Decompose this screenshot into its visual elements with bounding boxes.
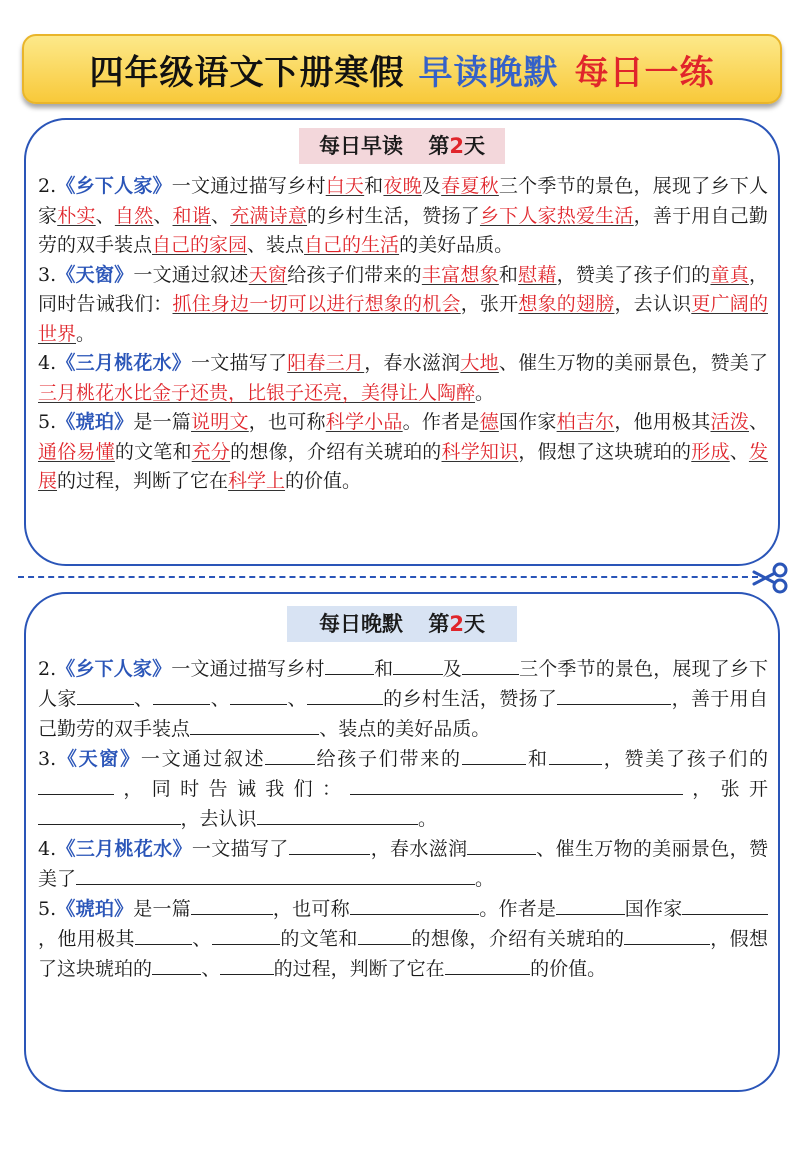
body-text: ，去认识 bbox=[614, 293, 692, 315]
answer-text: 科学上 bbox=[228, 470, 286, 492]
answer-text: 夜晚 bbox=[383, 175, 422, 197]
body-text: 一文描写了 bbox=[191, 838, 289, 860]
answer-text: 通俗易懂 bbox=[38, 440, 115, 463]
evening-day-number: 2 bbox=[449, 612, 464, 636]
body-text: 和 bbox=[364, 175, 384, 197]
body-text: 、催生万物的美丽景色，赞美了 bbox=[498, 352, 768, 374]
answer-text: 活泼 bbox=[710, 411, 749, 433]
body-text: ，赞美了孩子们的 bbox=[556, 263, 711, 286]
answer-blank[interactable] bbox=[549, 746, 602, 765]
body-text: 的过程，判断了它在 bbox=[273, 958, 445, 980]
body-text: 。 bbox=[76, 322, 96, 345]
body-text: 的过程，判断了它在 bbox=[57, 470, 229, 492]
body-text: 、 bbox=[133, 688, 154, 710]
body-text: 一文通过叙述 bbox=[133, 263, 249, 286]
body-text: 三个季节的景色，展现了乡下人家 bbox=[38, 175, 768, 227]
answer-blank[interactable] bbox=[624, 926, 710, 945]
body-text: 和 bbox=[373, 658, 394, 680]
answer-blank[interactable] bbox=[153, 686, 210, 705]
body-text: 一文通过描写乡村 bbox=[171, 175, 326, 197]
body-text: 、装点的美好品质。 bbox=[319, 718, 491, 740]
answer-text: 柏吉尔 bbox=[556, 411, 615, 433]
answer-blank[interactable] bbox=[230, 686, 287, 705]
body-text: 的文笔和 bbox=[114, 440, 192, 463]
answer-blank[interactable] bbox=[393, 656, 442, 675]
body-text: 的想像，介绍有关琥珀的 bbox=[410, 928, 625, 950]
lesson-title: 《乡下人家》 bbox=[56, 658, 172, 680]
morning-day-suffix: 天 bbox=[463, 134, 485, 158]
answer-blank[interactable] bbox=[38, 776, 114, 795]
body-text: 、 bbox=[287, 688, 307, 710]
body-text: ，善于用自己勤劳的双手装点 bbox=[38, 204, 768, 256]
body-text: 、 bbox=[729, 440, 749, 463]
body-text: 、 bbox=[201, 958, 221, 980]
morning-day-number: 2 bbox=[449, 134, 464, 158]
body-text: 和 bbox=[526, 748, 549, 770]
evening-item-2 bbox=[38, 654, 768, 744]
body-text: ，也可称 bbox=[272, 898, 350, 920]
answer-blank[interactable] bbox=[77, 686, 134, 705]
morning-item-5 bbox=[38, 408, 768, 497]
answer-blank[interactable] bbox=[152, 956, 201, 975]
answer-text: 童真 bbox=[710, 263, 749, 286]
answer-text: 说明文 bbox=[191, 411, 249, 433]
evening-dictation-panel bbox=[24, 592, 780, 1092]
banner-title: 四年级语文下册寒假 bbox=[89, 52, 405, 93]
answer-text: 大地 bbox=[460, 352, 499, 374]
header-banner bbox=[22, 34, 782, 104]
body-text: 国作家 bbox=[624, 898, 683, 920]
answer-blank[interactable] bbox=[212, 926, 280, 945]
morning-item-3 bbox=[38, 261, 768, 350]
evening-title-text: 每日晚默 bbox=[319, 612, 404, 636]
answer-text: 德 bbox=[479, 411, 499, 433]
body-text: 的价值。 bbox=[530, 958, 607, 980]
cut-line bbox=[18, 576, 758, 578]
body-text: ，他用极其 bbox=[38, 928, 135, 950]
answer-text: 自己的家园 bbox=[152, 234, 248, 256]
body-text: 一文描写了 bbox=[191, 352, 288, 374]
body-text: 、 bbox=[748, 411, 768, 433]
answer-text: 科学小品 bbox=[325, 411, 403, 433]
answer-text: 乡下人家热爱生活 bbox=[479, 204, 634, 227]
body-text: 。 bbox=[475, 868, 495, 890]
body-text: 及 bbox=[442, 658, 462, 680]
body-text: ，赞美了孩子们的 bbox=[602, 748, 768, 770]
body-text: 给孩子们带来的 bbox=[287, 263, 422, 286]
answer-text: 发展 bbox=[38, 440, 768, 492]
body-text: 、装点 bbox=[247, 234, 305, 256]
body-text: 、 bbox=[210, 204, 231, 227]
body-text: 的乡村生活，赞扬了 bbox=[307, 204, 480, 227]
body-text: 的美好品质。 bbox=[399, 234, 514, 256]
body-text: 是一篇 bbox=[133, 411, 192, 433]
body-text: 5. bbox=[38, 411, 57, 433]
answer-blank[interactable] bbox=[289, 836, 371, 855]
answer-blank[interactable] bbox=[220, 956, 273, 975]
lesson-title: 《天窗》 bbox=[56, 748, 141, 770]
body-text: 的价值。 bbox=[285, 470, 362, 492]
body-text: 及 bbox=[421, 175, 442, 197]
answer-blank[interactable] bbox=[265, 746, 314, 765]
evening-panel-title bbox=[287, 606, 517, 642]
body-text: 、 bbox=[191, 928, 212, 950]
answer-text: 阳春三月 bbox=[287, 352, 365, 374]
body-text: 4. bbox=[38, 352, 57, 374]
answer-blank[interactable] bbox=[556, 896, 624, 915]
body-text: 4. bbox=[38, 838, 57, 860]
body-text: 。 bbox=[475, 381, 495, 404]
answer-blank[interactable] bbox=[191, 896, 273, 915]
body-text: 、 bbox=[95, 204, 115, 227]
body-text: 一文通过描写乡村 bbox=[171, 658, 325, 680]
answer-text: 更广阔的世界 bbox=[38, 293, 768, 345]
scissors-icon bbox=[750, 562, 790, 594]
answer-text: 自然 bbox=[114, 204, 154, 227]
answer-text: 科学知识 bbox=[441, 440, 519, 463]
lesson-title: 《天窗》 bbox=[56, 263, 134, 286]
answer-blank[interactable] bbox=[350, 896, 479, 915]
answer-blank[interactable] bbox=[467, 836, 535, 855]
answer-blank[interactable] bbox=[350, 776, 683, 795]
lesson-title: 《乡下人家》 bbox=[56, 175, 172, 197]
evening-content bbox=[38, 654, 768, 984]
answer-blank[interactable] bbox=[135, 926, 192, 945]
body-text: ，假想了这块琥珀的 bbox=[38, 928, 768, 980]
body-text: 的乡村生活，赞扬了 bbox=[382, 688, 558, 710]
answer-text: 三月桃花水比金子还贵，比银子还亮，美得让人陶醉 bbox=[38, 381, 476, 404]
body-text: ，张开 bbox=[682, 778, 768, 800]
body-text: 。作者是 bbox=[478, 898, 557, 920]
body-text: ，也可称 bbox=[248, 411, 326, 433]
body-text: 2. bbox=[38, 658, 57, 680]
body-text: 3. bbox=[38, 263, 57, 286]
lesson-title: 《三月桃花水》 bbox=[56, 352, 192, 374]
body-text: ，去认识 bbox=[180, 808, 257, 830]
morning-day-label: 第 bbox=[428, 134, 450, 158]
body-text: 的文笔和 bbox=[279, 928, 358, 950]
banner-subtitle-daily: 每日一练 bbox=[574, 52, 715, 93]
morning-reading-panel bbox=[24, 118, 780, 566]
answer-blank[interactable] bbox=[307, 686, 383, 705]
answer-blank[interactable] bbox=[682, 896, 768, 915]
body-text: ，春水滋润 bbox=[364, 352, 461, 374]
body-text: 给孩子们带来的 bbox=[314, 748, 462, 770]
morning-item-2 bbox=[38, 172, 768, 261]
lesson-title: 《琥珀》 bbox=[56, 411, 134, 433]
body-text: ，张开 bbox=[460, 293, 519, 315]
evening-day-label: 第 bbox=[428, 612, 450, 636]
answer-text: 充满诗意 bbox=[230, 204, 308, 227]
body-text: 。 bbox=[418, 808, 438, 830]
answer-text: 天窗 bbox=[248, 263, 288, 286]
body-text: 是一篇 bbox=[133, 898, 191, 920]
answer-blank[interactable] bbox=[38, 806, 181, 825]
body-text: 国作家 bbox=[498, 411, 557, 433]
morning-item-4 bbox=[38, 349, 768, 408]
body-text: 2. bbox=[38, 175, 57, 197]
answer-text: 抓住身边一切可以进行想象的机会 bbox=[172, 293, 461, 315]
body-text: 的想像，介绍有关琥珀的 bbox=[230, 440, 442, 463]
answer-text: 白天 bbox=[325, 175, 365, 197]
answer-text: 朴实 bbox=[57, 204, 96, 227]
answer-text: 春夏秋 bbox=[441, 175, 499, 197]
morning-content bbox=[38, 172, 768, 497]
morning-panel-title bbox=[299, 128, 505, 164]
body-text: 、 bbox=[210, 688, 231, 710]
body-text: ，同时告诫我们： bbox=[114, 778, 351, 800]
answer-blank[interactable] bbox=[190, 716, 319, 735]
body-text: 3. bbox=[38, 748, 57, 770]
answer-text: 想象的翅膀 bbox=[518, 293, 615, 315]
answer-blank[interactable] bbox=[462, 656, 519, 675]
answer-text: 和谐 bbox=[172, 204, 211, 227]
answer-blank[interactable] bbox=[445, 956, 531, 975]
body-text: 、催生万物的美丽景色，赞美了 bbox=[38, 838, 768, 890]
body-text: ，同时告诫我们： bbox=[38, 263, 768, 315]
answer-text: 形成 bbox=[691, 440, 730, 463]
body-text: 一文通过叙述 bbox=[140, 748, 266, 770]
evening-day-suffix: 天 bbox=[463, 612, 485, 636]
body-text: 。作者是 bbox=[402, 411, 480, 433]
answer-blank[interactable] bbox=[257, 806, 419, 825]
evening-item-3 bbox=[38, 744, 768, 834]
body-text: 、 bbox=[153, 204, 173, 227]
body-text: 5. bbox=[38, 898, 57, 920]
lesson-title: 《三月桃花水》 bbox=[56, 838, 192, 860]
lesson-title: 《琥珀》 bbox=[56, 898, 134, 920]
evening-item-5 bbox=[38, 894, 768, 984]
body-text: 和 bbox=[498, 263, 519, 286]
body-text: ，他用极其 bbox=[614, 411, 711, 433]
evening-item-4 bbox=[38, 834, 768, 894]
answer-blank[interactable] bbox=[325, 656, 374, 675]
answer-text: 丰富想象 bbox=[421, 263, 499, 286]
body-text: ，假想了这块琥珀的 bbox=[518, 440, 692, 463]
body-text: 三个季节的景色，展现了乡下人家 bbox=[38, 658, 768, 710]
answer-text: 慰藉 bbox=[518, 263, 557, 286]
answer-blank[interactable] bbox=[76, 866, 475, 885]
answer-text: 自己的生活 bbox=[304, 234, 400, 256]
body-text: ，善于用自己勤劳的双手装点 bbox=[38, 688, 768, 740]
answer-blank[interactable] bbox=[462, 746, 527, 765]
answer-blank[interactable] bbox=[557, 686, 671, 705]
answer-text: 充分 bbox=[191, 440, 231, 463]
banner-subtitle-morning-evening: 早读晚默 bbox=[418, 52, 559, 93]
answer-blank[interactable] bbox=[358, 926, 411, 945]
body-text: ，春水滋润 bbox=[370, 838, 468, 860]
morning-title-text: 每日早读 bbox=[319, 134, 404, 158]
